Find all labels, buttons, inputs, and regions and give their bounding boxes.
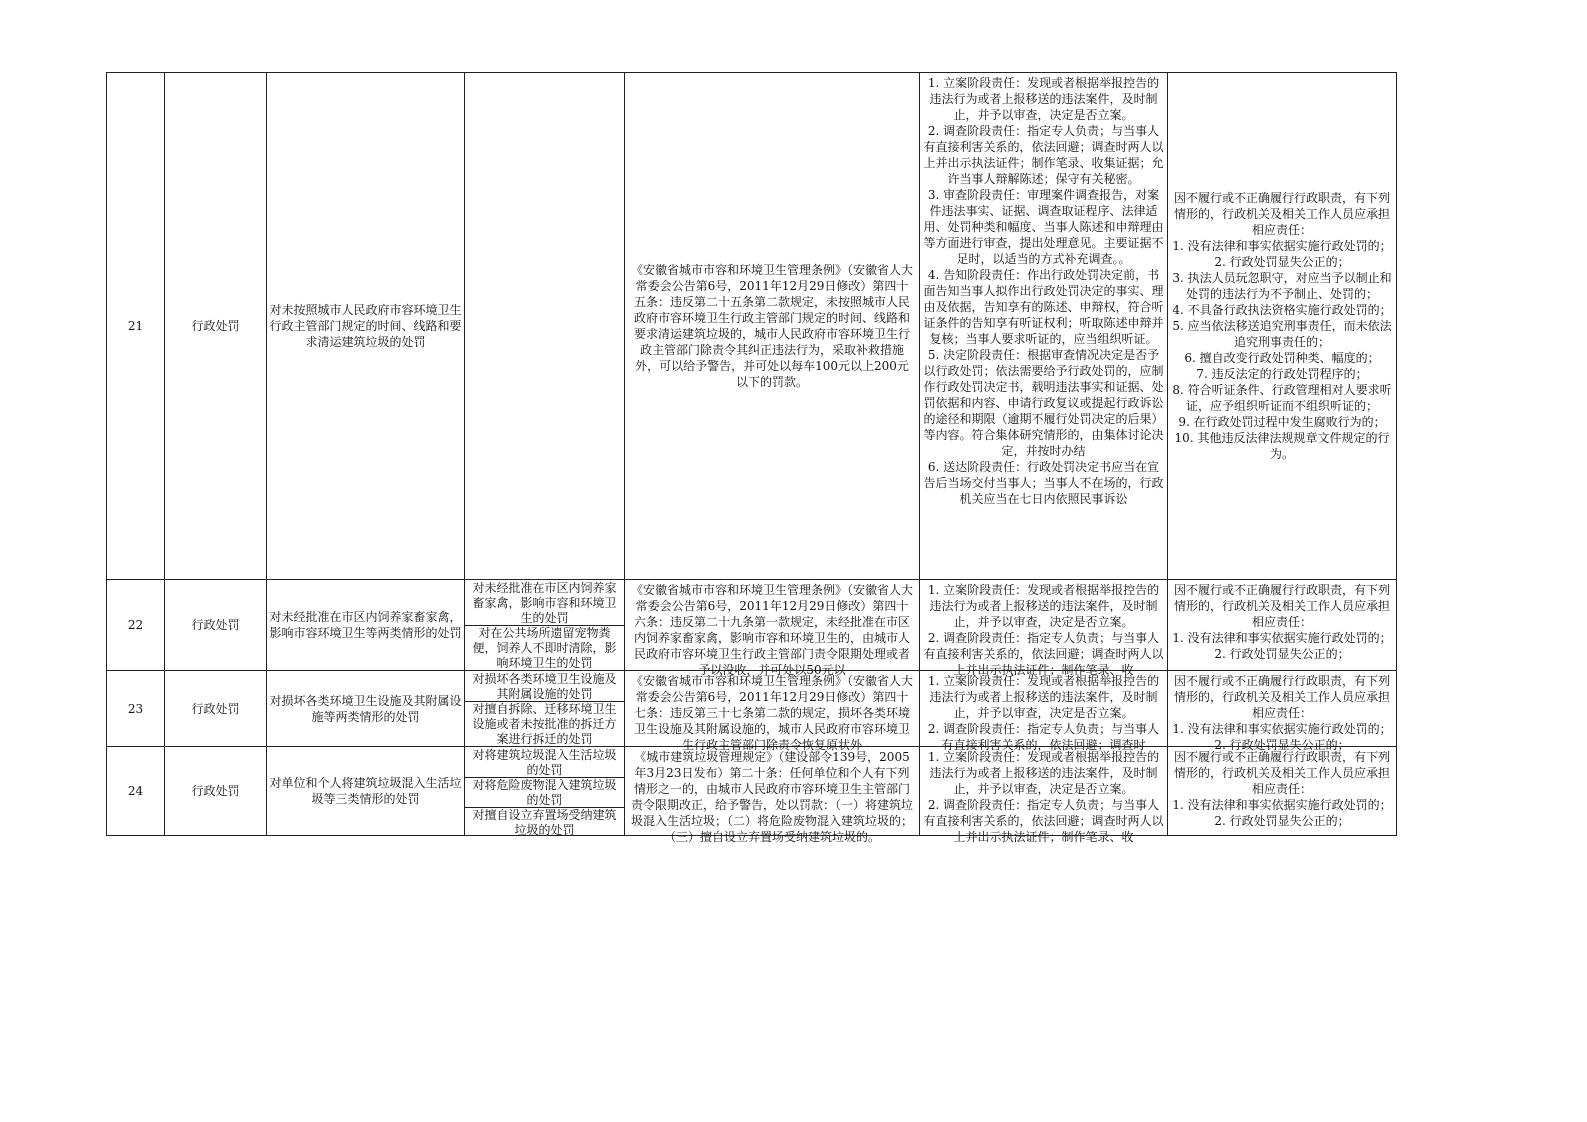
duty-cell: [920, 671, 1168, 752]
legal-basis-text: 《城市建筑垃圾管理规定》（建设部令139号，2005年3月23日发布）第二十条：任何单位和个人有下列情形之一的，由城市人民政府市容环境卫生主管部门责令限期改正，给予警告，处以罚款：（一）将建筑垃圾混入生活垃圾；（二）将危险废物混入建筑垃圾的；（三）擅自设立弃置场受纳建筑垃圾的。: [631, 750, 914, 844]
sub-item: 对擅自设立弃置场受纳建筑垃圾的处罚: [472, 807, 617, 837]
legal-basis-cell: [625, 671, 920, 752]
row-number: 22: [107, 580, 165, 671]
liability-item: 2. 行政处罚显失公正的；: [1214, 738, 1350, 752]
table-row-23: [107, 671, 1397, 747]
liability-item: 因不履行或不正确履行行政职责，有下列情形的，行政机关及相关工作人员应承担相应责任：: [1173, 583, 1390, 629]
liability-item: 1. 没有法律和事实依据实施行政处罚的；: [1172, 798, 1392, 812]
table-row-24: [107, 747, 1397, 836]
duty-item: 6. 送达阶段责任：行政处罚决定书应当在宣告后当场交付当事人；当事人不在场的，行政机关应当在七日内依照民事诉讼: [923, 460, 1164, 506]
liability-item: 6. 擅自改变行政处罚种类、幅度的；: [1184, 351, 1380, 365]
duty-item: 1. 立案阶段责任：发现或者根据举报控告的违法行为或者上报移送的违法案件，及时制止，并予以审查，决定是否立案。: [927, 583, 1160, 629]
duty-item: 1. 立案阶段责任：发现或者根据举报控告的违法行为或者上报移送的违法案件，及时制止，并予以审查，决定是否立案。: [927, 76, 1160, 122]
item-name-cell: 对未经批准在市区内饲养家畜家禽，影响市容环境卫生等两类情形的处罚: [267, 580, 465, 671]
liability-item: 1. 没有法律和事实依据实施行政处罚的；: [1172, 722, 1392, 736]
legal-basis-cell: [625, 747, 920, 844]
item-name-cell: 对未按照城市人民政府市容环境卫生行政主管部门规定的时间、线路和要求清运建筑垃圾的处罚: [267, 73, 465, 580]
liability-item: 2. 行政处罚显失公正的；: [1214, 255, 1350, 269]
duty-item: 2. 调查阶段责任：指定专人负责；与当事人有直接利害关系的，依法回避；调查时: [927, 722, 1160, 752]
duty-item: 4. 告知阶段责任：作出行政处罚决定前，书面告知当事人拟作出行政处罚决定的事实、理由及依据，告知享有的陈述、申辩权，符合听证条件的告知享有听证权利；听取陈述申辩并复核；当事人要求听证的，应当组织听证。: [923, 268, 1164, 346]
liability-item: 2. 行政处罚显失公正的；: [1214, 814, 1350, 828]
sub-item: 对擅自拆除、迁移环境卫生设施或者未按批准的拆迁方案进行拆迁的处罚: [472, 701, 617, 746]
item-name-cell: 对损坏各类环境卫生设施及其附属设施等两类情形的处罚: [267, 671, 465, 747]
liability-item: 因不履行或不正确履行行政职责，有下列情形的，行政机关及相关工作人员应承担相应责任：: [1173, 191, 1390, 237]
liability-item: 10. 其他违反法律法规规章文件规定的行为。: [1174, 431, 1390, 461]
table-row-21: [107, 73, 1397, 580]
duty-item: 1. 立案阶段责任：发现或者根据举报控告的违法行为或者上报移送的违法案件，及时制止，并予以审查，决定是否立案。: [927, 750, 1160, 796]
duty-item: 2. 调查阶段责任：指定专人负责；与当事人有直接利害关系的，依法回避；调查时两人以上并出示执法证件；制作笔录、收: [923, 631, 1164, 677]
liability-cell: [1168, 671, 1397, 752]
category-cell: 行政处罚: [165, 580, 267, 671]
row-number: 24: [107, 747, 165, 836]
liability-cell: [1168, 73, 1397, 580]
liability-cell: [1168, 747, 1397, 836]
liability-item: 9. 在行政处罚过程中发生腐败行为的；: [1178, 415, 1386, 429]
liability-item: 2. 行政处罚显失公正的；: [1214, 647, 1350, 661]
liability-item: 1. 没有法律和事实依据实施行政处罚的；: [1172, 239, 1392, 253]
sub-item: 对在公共场所遗留宠物粪便，饲养人不即时清除，影响环境卫生的处罚: [472, 625, 617, 670]
duty-cell: [920, 580, 1168, 677]
sub-item: 对将建筑垃圾混入生活垃圾的处罚: [465, 748, 624, 778]
legal-basis-text: 《安徽省城市市容和环境卫生管理条例》（安徽省人大常委会公告第6号，2011年12月29日修改）第四十六条：违反第二十九条第一款规定，未经批准在市区内饲养家畜家禽，影响市容和环境卫生的，由城市人民政府市容环境卫生行政主管部门责令限期处理或者予以没收，并可处以50元以: [631, 583, 914, 677]
liability-item: 4. 不具备行政执法资格实施行政处罚的；: [1172, 303, 1392, 317]
liability-cell: [1168, 580, 1397, 671]
category-cell: 行政处罚: [165, 747, 267, 836]
duty-item: 2. 调查阶段责任：指定专人负责；与当事人有直接利害关系的，依法回避；调查时两人以上并出示执法证件；制作笔录、收集证据；允许当事人辩解陈述；保守有关秘密。: [923, 124, 1164, 186]
duty-cell: [920, 73, 1168, 580]
sub-item-cell: [465, 73, 625, 580]
liability-item: 7. 违反法定的行政处罚程序的；: [1196, 367, 1368, 381]
duty-item: 5. 决定阶段责任：根据审查情况决定是否予以行政处罚；依法需要给予行政处罚的，应制作行政处罚决定书，载明违法事实和证据、处罚依据和内容、申请行政复议或提起行政诉讼的途径和期限（逾期不履行处罚决定的后果）等内容。符合集体研究情形的，由集体讨论决定，并按时办结: [923, 348, 1164, 458]
sub-item: 对未经批准在市区内饲养家畜家禽，影响市容和环境卫生的处罚: [465, 581, 624, 626]
liability-item: 因不履行或不正确履行行政职责，有下列情形的，行政机关及相关工作人员应承担相应责任：: [1173, 674, 1390, 720]
sub-item: 对损坏各类环境卫生设施及其附属设施的处罚: [465, 672, 624, 702]
liability-item: 8. 符合听证条件、行政管理相对人要求听证，应予组织听证而不组织听证的；: [1172, 383, 1392, 413]
legal-basis-cell: [625, 73, 920, 580]
sub-item-cell: [465, 671, 625, 747]
liability-item: 5. 应当依法移送追究刑事责任，而未依法追究刑事责任的；: [1172, 319, 1392, 349]
duty-item: 1. 立案阶段责任：发现或者根据举报控告的违法行为或者上报移送的违法案件，及时制止，并予以审查，决定是否立案。: [927, 674, 1160, 720]
row-number: 23: [107, 671, 165, 747]
category-cell: 行政处罚: [165, 73, 267, 580]
table-row-22: [107, 580, 1397, 671]
sub-item-cell: [465, 580, 625, 671]
row-number: 21: [107, 73, 165, 580]
duty-cell: [920, 747, 1168, 844]
duty-item: 2. 调查阶段责任：指定专人负责；与当事人有直接利害关系的，依法回避；调查时两人以上并出示执法证件；制作笔录、收: [923, 798, 1164, 844]
legal-basis-text: 《安徽省城市市容和环境卫生管理条例》（安徽省人大常委会公告第6号，2011年12月29日修改）第四十七条：违反第三十七条第二款的规定，损坏各类环境卫生设施及其附属设施的，城市人民政府市容环境卫生行政主管部门除责令恢复原状外: [631, 674, 914, 752]
item-name-cell: 对单位和个人将建筑垃圾混入生活垃圾等三类情形的处罚: [267, 747, 465, 836]
liability-item: 因不履行或不正确履行行政职责，有下列情形的，行政机关及相关工作人员应承担相应责任：: [1173, 750, 1390, 796]
duty-item: 3. 审查阶段责任：审理案件调查报告，对案件违法事实、证据、调查取证程序、法律适用、处罚种类和幅度、当事人陈述和申辩理由等方面进行审查，提出处理意见。主要证据不足时，以适当的方式补充调查。。: [923, 188, 1164, 266]
sub-item-cell: [465, 747, 625, 836]
legal-basis-text: 《安徽省城市市容和环境卫生管理条例》（安徽省人大常委会公告第6号，2011年12月29日修改）第四十五条：违反第二十五条第二款规定，未按照城市人民政府市容环境卫生行政主管部门规定的时间、线路和要求清运建筑垃圾的，城市人民政府市容环境卫生行政主管部门除责令其纠正违法行为，采取补救措施外，可以给予警告，并可处以每车100元以上200元以下的罚款。: [631, 263, 914, 389]
legal-basis-cell: [625, 580, 920, 677]
category-cell: 行政处罚: [165, 671, 267, 747]
liability-item: 1. 没有法律和事实依据实施行政处罚的；: [1172, 631, 1392, 645]
power-list-table: [106, 72, 1397, 844]
liability-item: 3. 执法人员玩忽职守，对应当予以制止和处罚的违法行为不予制止、处罚的；: [1172, 271, 1392, 301]
sub-item: 对将危险废物混入建筑垃圾的处罚: [465, 778, 624, 808]
